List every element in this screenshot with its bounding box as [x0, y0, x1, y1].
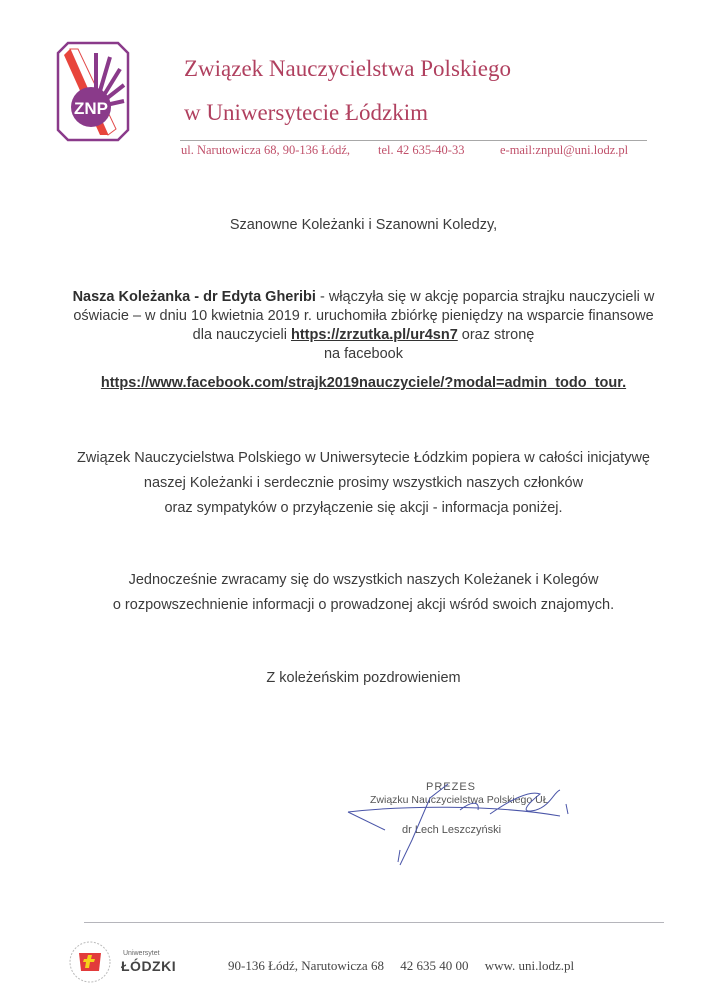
zrzutka-link[interactable]: https://zrzutka.pl/ur4sn7 [290, 327, 458, 343]
signature-name: dr Lech Leszczyński [402, 824, 502, 836]
p1-line5 [0, 375, 727, 391]
footer-divider [84, 922, 664, 923]
closing: Z koleżeńskim pozdrowieniem [266, 670, 461, 686]
p3-line2: o rozpowszechnienie informacji o prowadzonej akcji wśród swoich znajomych. [112, 597, 615, 613]
p1-bold-lead: Nasza Koleżanka - dr Edyta Gheribi [72, 289, 316, 305]
header-divider [180, 140, 647, 141]
university-logo [68, 940, 112, 984]
footer-address: 90-136 Łódź, Narutowicza 68 [228, 958, 384, 973]
p1-line2: oświacie – w dniu 10 kwietnia 2019 r. uruchomiła zbiórkę pieniędzy na wsparcie finansowe [73, 308, 654, 324]
signature-org: Związku Nauczycielstwa Polskiego UŁ [370, 794, 549, 806]
handwritten-signature [340, 780, 580, 870]
university-name-small: Uniwersytet [123, 950, 160, 957]
znp-logo [56, 41, 130, 142]
org-title-line1: Związek Nauczycielstwa Polskiego [184, 56, 511, 81]
p3-line1: Jednocześnie zwracamy się do wszystkich naszych Koleżanek i Kolegów [128, 572, 599, 588]
header-email[interactable]: e-mail:znpul@uni.lodz.pl [500, 143, 629, 157]
footer-phone: 42 635 40 00 [400, 958, 469, 973]
p2-line2: naszej Koleżanki i serdecznie prosimy wszystkich naszych członków [143, 475, 584, 491]
logo-text: ZNP [74, 99, 108, 118]
p1-line3 [0, 327, 727, 343]
p1-line3-post: oraz stronę [457, 327, 535, 343]
header-phone: tel. 42 635-40-33 [378, 143, 465, 157]
p1-line1 [0, 289, 727, 305]
p1-line3-pre: dla nauczycieli [192, 327, 291, 343]
university-name: ŁÓDZKI [121, 958, 177, 974]
header-address: ul. Narutowicza 68, 90-136 Łódź, [181, 143, 351, 157]
signature-role: PREZES [426, 781, 477, 793]
greeting: Szanowne Koleżanki i Szanowni Koledzy, [229, 217, 498, 233]
p2-line1: Związek Nauczycielstwa Polskiego w Uniwersytecie Łódzkim popiera w całości inicjatywę [77, 450, 650, 466]
footer-web[interactable]: www. uni.lodz.pl [484, 958, 575, 973]
org-title-line2: w Uniwersytecie Łódzkim [184, 100, 428, 125]
p1-line4: na facebook [323, 346, 403, 362]
facebook-link[interactable]: https://www.facebook.com/strajk2019nauczyciele/?modal=admin_todo_tour. [100, 375, 627, 391]
p2-line3: oraz sympatyków o przyłączenie się akcji - informacja poniżej. [164, 500, 563, 516]
footer-contact [228, 958, 574, 974]
p1-line1-rest: - włączyła się w akcję poparcia strajku nauczycieli w [315, 289, 655, 305]
